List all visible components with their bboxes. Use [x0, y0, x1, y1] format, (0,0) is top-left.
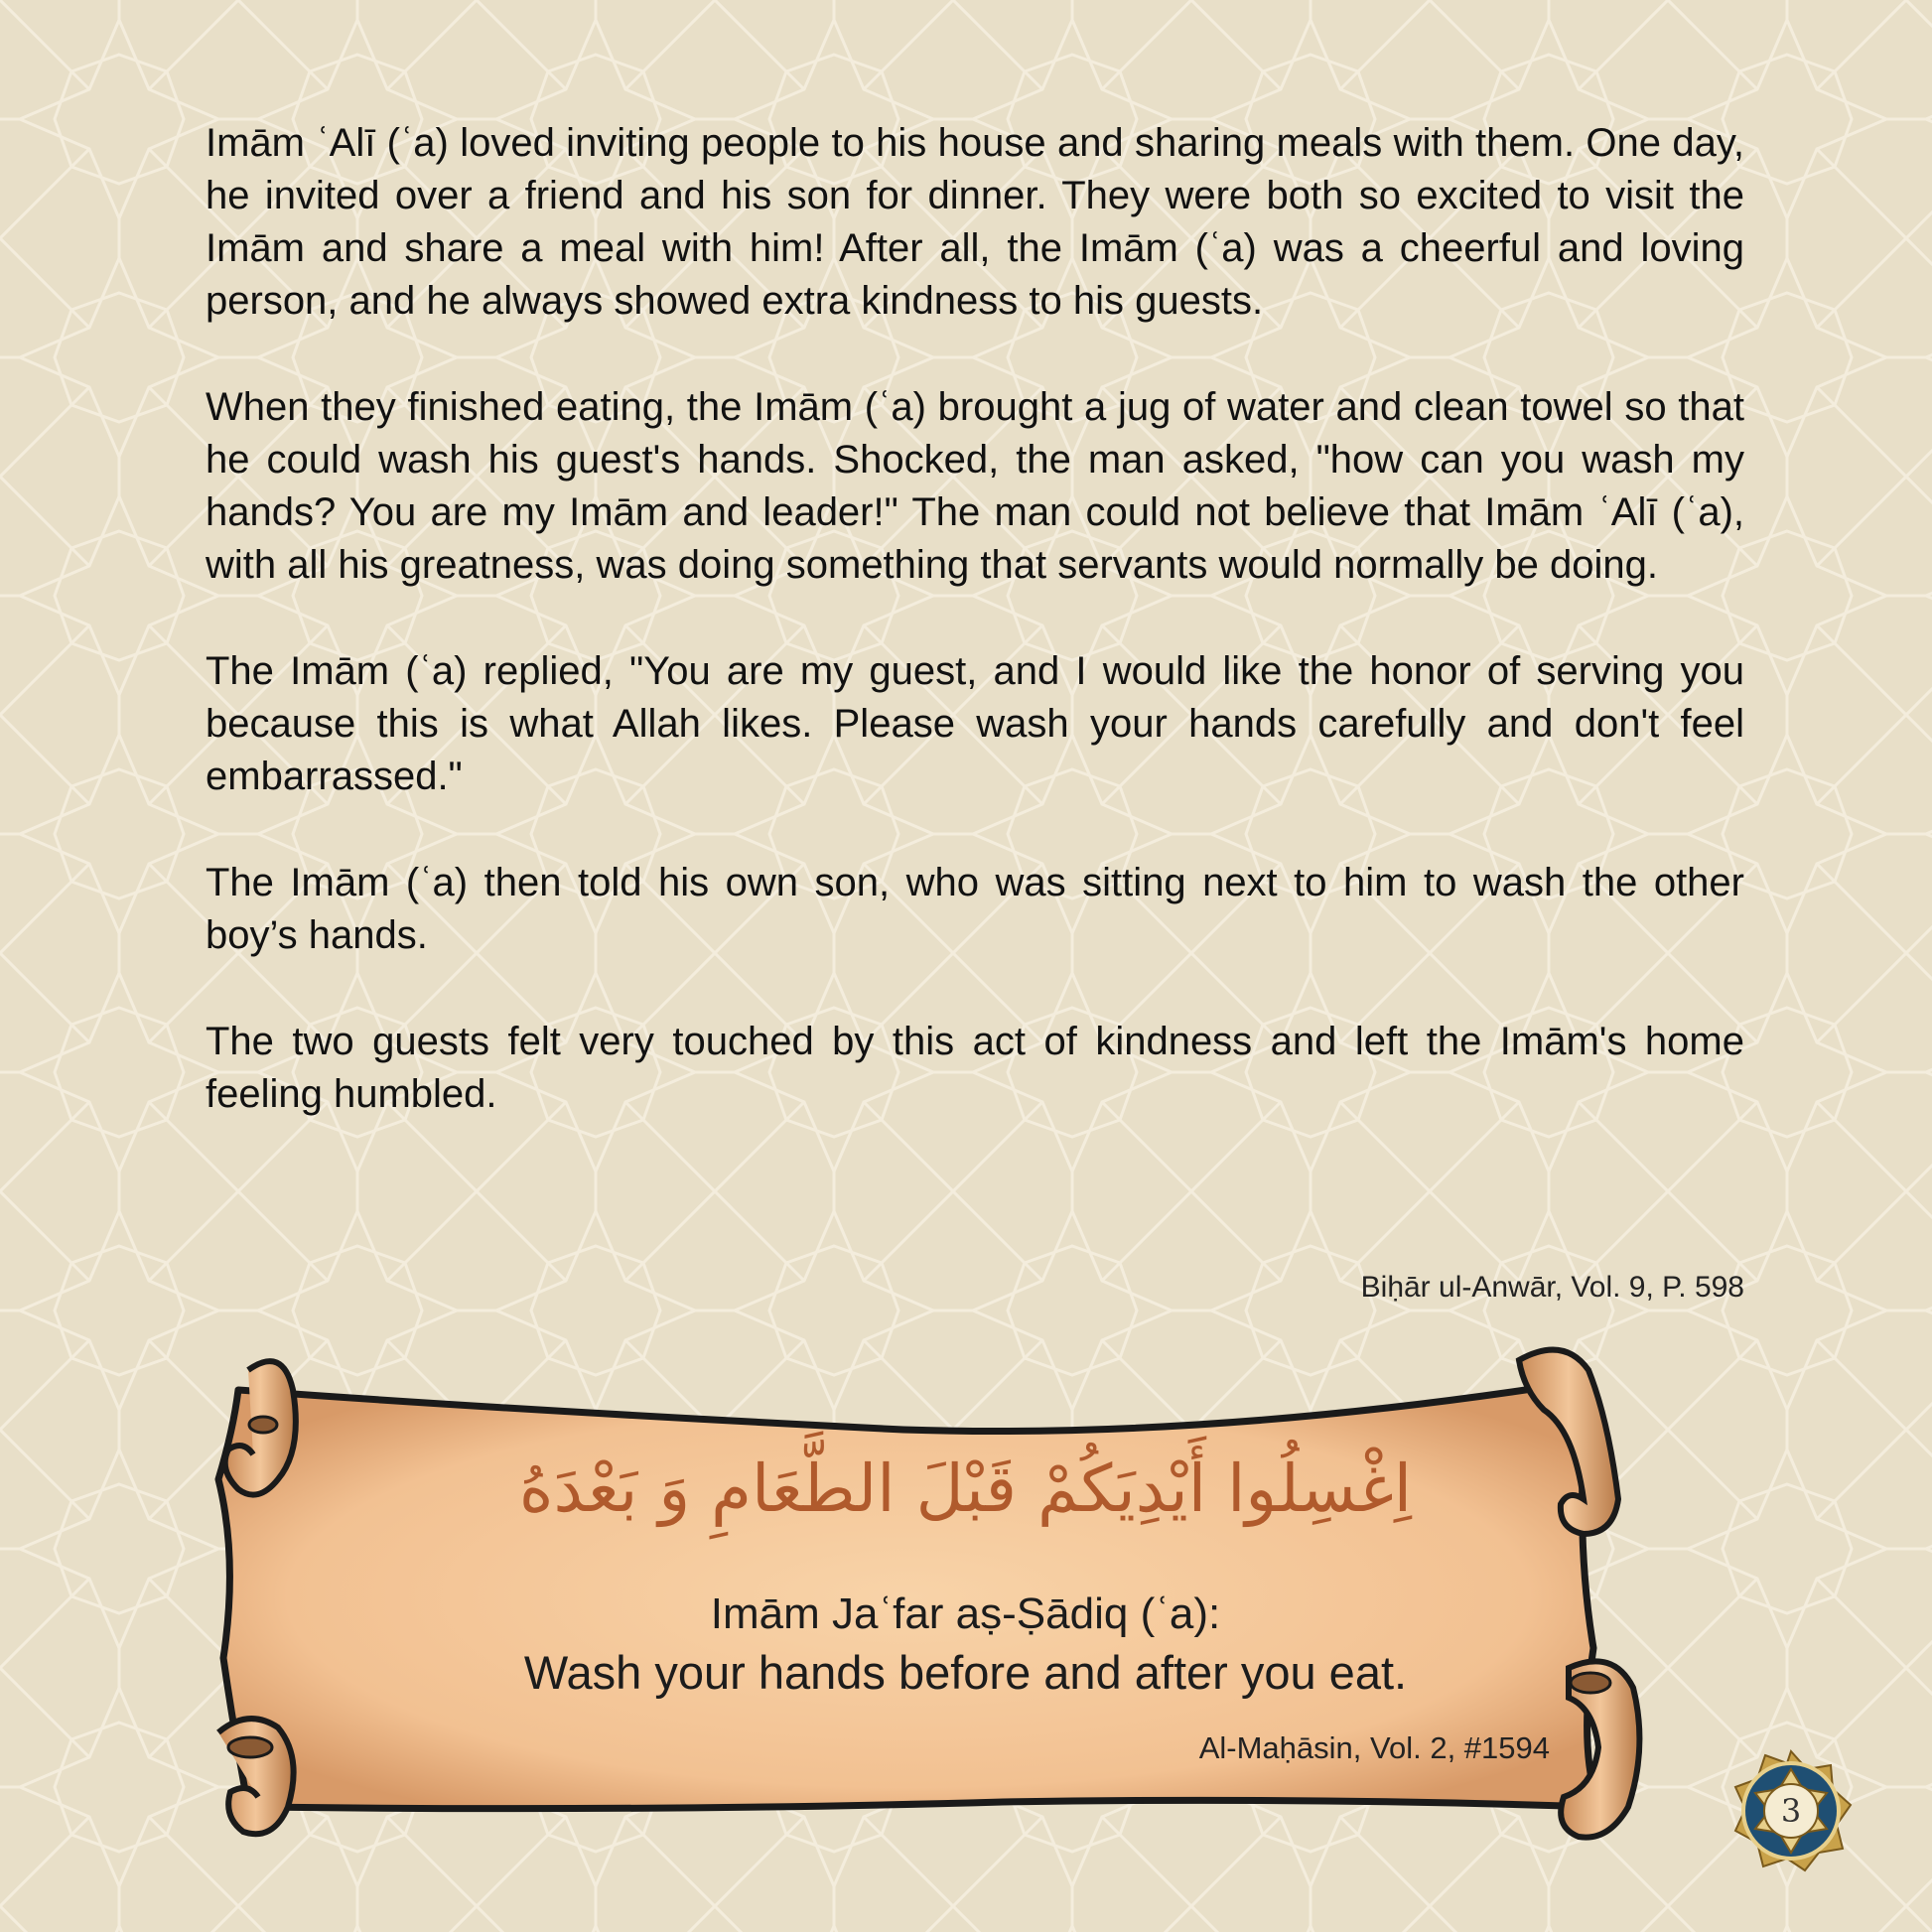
- story-source-citation: Biḥār ul-Anwār, Vol. 9, P. 598: [1360, 1271, 1744, 1304]
- hadith-speaker: Imām Jaʿfar aṣ-Ṣādiq (ʿa):: [710, 1589, 1221, 1638]
- hadith-reference: Al-Maḥāsin, Vol. 2, #1594: [1198, 1730, 1550, 1765]
- story-paragraph-4: The Imām (ʿa) then told his own son, who was sitting next to him to wash the other boy’s hands.: [206, 861, 1744, 957]
- page-number: 3: [1780, 1792, 1802, 1830]
- story-paragraph-3: The Imām (ʿa) replied, "You are my guest, and I would like the honor of serving you because this is what Allah likes. Please wash your hands carefully and don't feel embarrassed.": [206, 649, 1744, 798]
- story-paragraph-2: When they finished eating, the Imām (ʿa) brought a jug of water and clean towel so that he could wash his guest's hands. Shocked, the man asked, "how can you wash my hands? You are my Imām and leader!" The man could not believe that Imām ʿAlī (ʿa), with all his greatness, was doing something that servants would normally be doing.: [206, 385, 1744, 587]
- story-paragraph-5: The two guests felt very touched by this act of kindness and left the Imām's home feeling humbled.: [206, 1020, 1744, 1116]
- hadith-translation: Wash your hands before and after you eat.: [523, 1646, 1408, 1699]
- hadith-arabic-text: اِغْسِلُوا أَيْدِيَكُمْ قَبْلَ الطَّعَامِ وَ بَعْدَهُ: [518, 1450, 1413, 1527]
- story-text: [206, 117, 1744, 1174]
- story-paragraph-1: Imām ʿAlī (ʿa) loved inviting people to his house and sharing meals with them. One day, he invited over a friend and his son for dinner. They were both so excited to visit the Imām and share a meal with him! After all, the Imām (ʿa) was a cheerful and loving person, and he always showed extra kindness to his guests.: [206, 121, 1744, 323]
